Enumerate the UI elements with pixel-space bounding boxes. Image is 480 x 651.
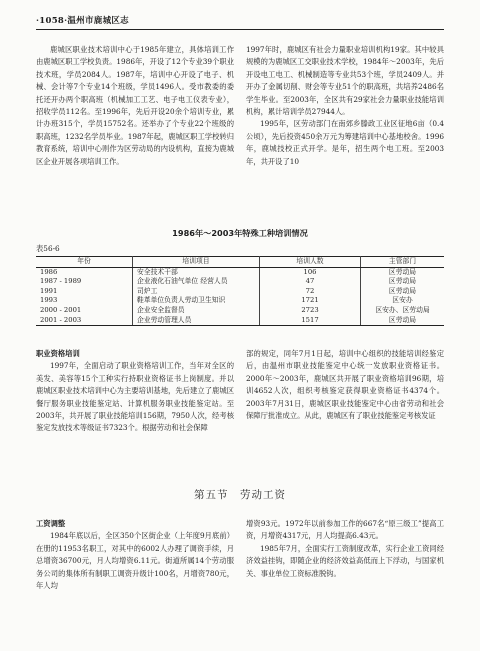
table-row [36, 267, 444, 277]
paragraph: 1997年时，鹿城区有社会力量职业培训机构19家。其中较具规模的为鹿城区工交职业技术学校，1984年～2003年，先后开设电工电工、机械制造等专业共53个班，学员2409人。并开办了金属切削、财会等专业51个的职高班，共培养2486名学生毕业。至2003年，全区共有29家社会力量职业技能培训机构，累计培训学员27944人。 [246, 45, 444, 117]
table-row [36, 306, 444, 316]
cell-year: 1987 - 1989 [36, 277, 133, 287]
cell-year: 1986 [36, 267, 133, 277]
cell-year: 2001 - 2003 [36, 316, 133, 326]
text-column-bottom-right [246, 518, 444, 580]
paragraph: 1984年底以后，全区350个区街企业（上年度9月底前）在册的11953名职工，对其中的6002人办理了调资手续，月总增资36700元，月人均增资6.11元。街道所属14个劳动服务公司的集体所有制职工调资升级计100名，月增资780元，年人均 [36, 531, 234, 591]
text-column-top-right [246, 44, 444, 168]
cell-dept: 区劳动局 [361, 316, 445, 326]
cell-dept: 区劳动局 [361, 287, 445, 297]
column-header: 年份 [36, 257, 133, 268]
training-table [36, 256, 444, 326]
column-header: 培训项目 [133, 257, 260, 268]
cell-item: 企业劳动管理人员 [133, 316, 260, 326]
cell-dept: 区劳动局 [361, 277, 445, 287]
table-title: 1986年～2003年特殊工种培训情况 [172, 228, 308, 238]
cell-dept: 区安办 [361, 296, 445, 306]
cell-item: 企业安全监督员 [133, 306, 260, 316]
cell-item: 鞋革单位负责人劳动卫生知识 [133, 296, 260, 306]
column-header: 主管部门 [361, 257, 445, 268]
cell-item: 企业液化石油气单位 经营人员 [133, 277, 260, 287]
cell-count: 106 [260, 267, 361, 277]
paragraph: 部的规定，同年7月1日起，培训中心组织的技能培训经鉴定后，由温州市职业技能鉴定中心统一发放职业资格证书。2000年～2003年，鹿城区共开展了职业资格培训96期，培训4652人次，组织考核鉴定获得职业资格证书4374个。2003年7月31日，鹿城区职业技能鉴定中心由省劳动和社会保障厅批准成立。从此，鹿城区有了职业技能鉴定考核发证 [246, 349, 444, 421]
paragraph: 1995年，区劳动部门在南郊乡滕政工业区征地6亩（0.4公顷），先后投资450余万元为筹建培训中心基地校舍。1996年，鹿城技校正式开学。是年，招生两个电工班。至2003年，共开设了10 [246, 119, 444, 166]
text-column-bottom-left [36, 518, 234, 592]
subsection-heading: 职业资格培训 [36, 349, 80, 358]
section-title: 第五节 劳动工资 [194, 489, 286, 501]
table-row [36, 277, 444, 287]
cell-count: 47 [260, 277, 361, 287]
cell-count: 2723 [260, 306, 361, 316]
paragraph: 1997年，全面启动了职业资格培训工作，当年对全区的美发、美容等15个工种实行持职业资格证书上岗制度。并以鹿城区职业技术培训中心为主要培训基地，先后建立了鹿城区餐厅服务职业技能鉴定站、计算机服务职业技能鉴定站。至2003年，共开展了职业技能培训156期，7950人次，经考核鉴定发放技术等级证书7323个。根据劳动和社会保障 [36, 361, 234, 433]
column-header: 培训人数 [260, 257, 361, 268]
cell-year: 2000 - 2001 [36, 306, 133, 316]
cell-count: 1721 [260, 296, 361, 306]
cell-year: 1991 [36, 287, 133, 297]
cell-count: 1517 [260, 316, 361, 326]
table-row [36, 296, 444, 306]
table-label: 表56-6 [36, 244, 60, 253]
table-header-row [36, 257, 444, 268]
text-column-top-left [36, 44, 234, 168]
text-column-mid-left [36, 348, 234, 435]
cell-year: 1993 [36, 296, 133, 306]
table-row [36, 316, 444, 326]
subsection-heading: 工资调整 [36, 519, 66, 528]
page-header: ·1058·温州市鹿城区志 [36, 14, 444, 30]
paragraph: 增资93元。1972年以前参加工作的667名“原三级工”提高工资，月增资4317元，月人均提高6.43元。 [246, 519, 444, 541]
paragraph: 1985年7月，全面实行工资制度改革，实行企业工资同经济效益挂钩，即随企业的经济效益高低而上下浮动，与国家机关、事业单位工资标准脱钩。 [246, 543, 444, 578]
paragraph: 鹿城区职业技术培训中心于1985年建立，具体培训工作由鹿城区职工学校负责。1986年，开设了12个专业39个职业技术班，学员2084人。1987年，培训中心开设了电子、机械、会计等7个专业14个班级，学员1496人。受市教委的委托还开办两个职高班（机械加工工艺、电子电工仪表专业），招收学员112名。至1996年，先后开设20余个培训专业，累计办班315个，学员15752名。还举办了个专业22个班级的职高班，1232名学员毕业。1987年起，鹿城区职工学校转归教育系统，培训中心则作为区劳动局的内设机构，直接为鹿城区企业开展各项培训工作。 [36, 45, 234, 166]
cell-count: 72 [260, 287, 361, 297]
cell-dept: 区安办、区劳动局 [361, 306, 445, 316]
cell-dept: 区劳动局 [361, 267, 445, 277]
cell-item: 司炉工 [133, 287, 260, 297]
cell-item: 安全技术干部 [133, 267, 260, 277]
text-column-mid-right [246, 348, 444, 422]
table-row [36, 287, 444, 297]
